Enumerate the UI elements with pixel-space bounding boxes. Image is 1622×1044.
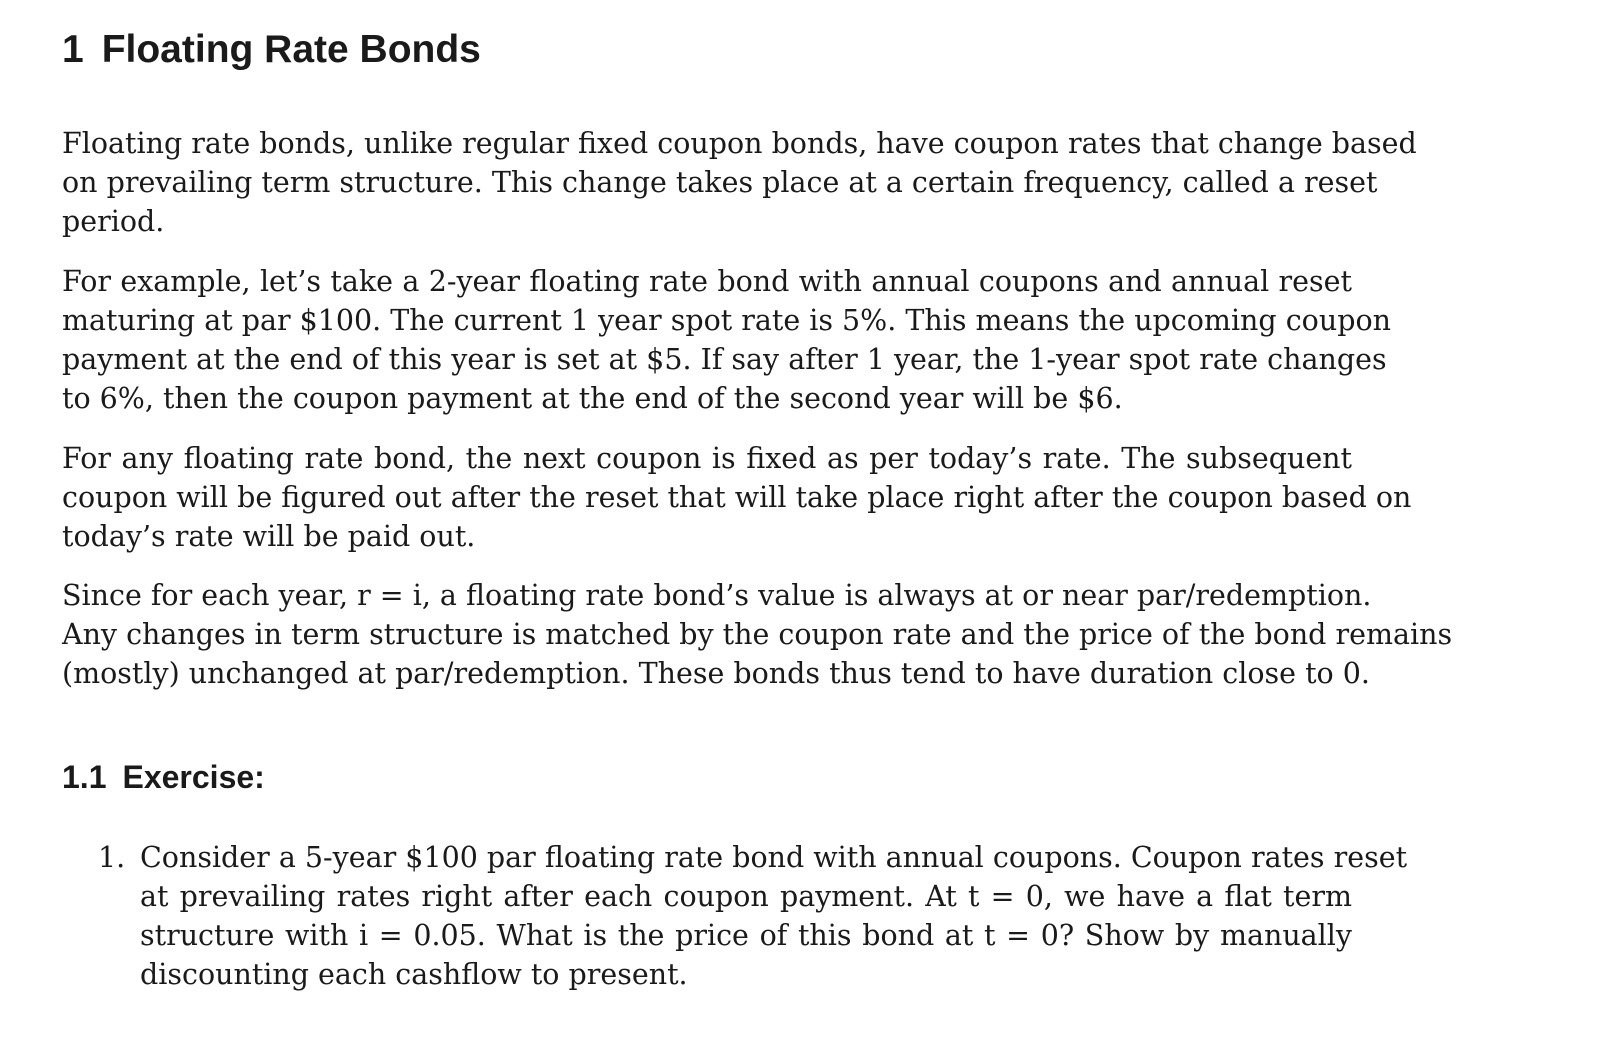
- text-line: structure with i = 0.05. What is the price of this bond at t = 0? Show by manually: [140, 919, 1352, 952]
- subsection-heading: [62, 757, 265, 797]
- text-line: coupon will be figured out after the reset that will take place right after the coupon based on: [62, 481, 1412, 514]
- text-line: (mostly) unchanged at par/redemption. These bonds thus tend to have duration close to 0.: [62, 657, 1370, 690]
- text-line: to 6%, then the coupon payment at the end of the second year will be $6.: [62, 382, 1123, 415]
- text-line: For any floating rate bond, the next coupon is fixed as per today’s rate. The subsequent: [62, 442, 1352, 475]
- section-number: 1: [62, 28, 84, 71]
- exercise-list: [98, 838, 1408, 994]
- paragraph-duration: [62, 576, 1453, 693]
- text-line: Floating rate bonds, unlike regular fixed coupon bonds, have coupon rates that change based: [62, 127, 1417, 160]
- subsection-number: 1.1: [62, 759, 107, 795]
- text-line: at prevailing rates right after each coupon payment. At t = 0, we have a flat term: [140, 880, 1352, 913]
- text-line: discounting each cashflow to present.: [140, 958, 688, 991]
- text-line: Any changes in term structure is matched by the coupon rate and the price of the bond remains: [62, 618, 1453, 651]
- subsection-title: Exercise:: [122, 759, 265, 795]
- text-line: Since for each year, r = i, a floating rate bond’s value is always at or near par/redemption.: [62, 579, 1372, 612]
- section-heading: [62, 26, 481, 74]
- text-line: maturing at par $100. The current 1 year spot rate is 5%. This means the upcoming coupon: [62, 304, 1391, 337]
- exercise-item: [98, 838, 1408, 994]
- section-title: Floating Rate Bonds: [101, 28, 481, 71]
- paragraph-intro: [62, 124, 1417, 241]
- paragraph-next-coupon: [62, 439, 1412, 556]
- list-marker: 1.: [98, 841, 126, 874]
- text-line: Consider a 5-year $100 par floating rate bond with annual coupons. Coupon rates reset: [140, 841, 1408, 874]
- text-line: For example, let’s take a 2-year floating rate bond with annual coupons and annual reset: [62, 265, 1352, 298]
- text-line: period.: [62, 205, 165, 238]
- paragraph-example: [62, 262, 1391, 418]
- text-line: on prevailing term structure. This change takes place at a certain frequency, called a reset: [62, 166, 1378, 199]
- text-line: today’s rate will be paid out.: [62, 520, 476, 553]
- text-line: payment at the end of this year is set at $5. If say after 1 year, the 1-year spot rate changes: [62, 343, 1387, 376]
